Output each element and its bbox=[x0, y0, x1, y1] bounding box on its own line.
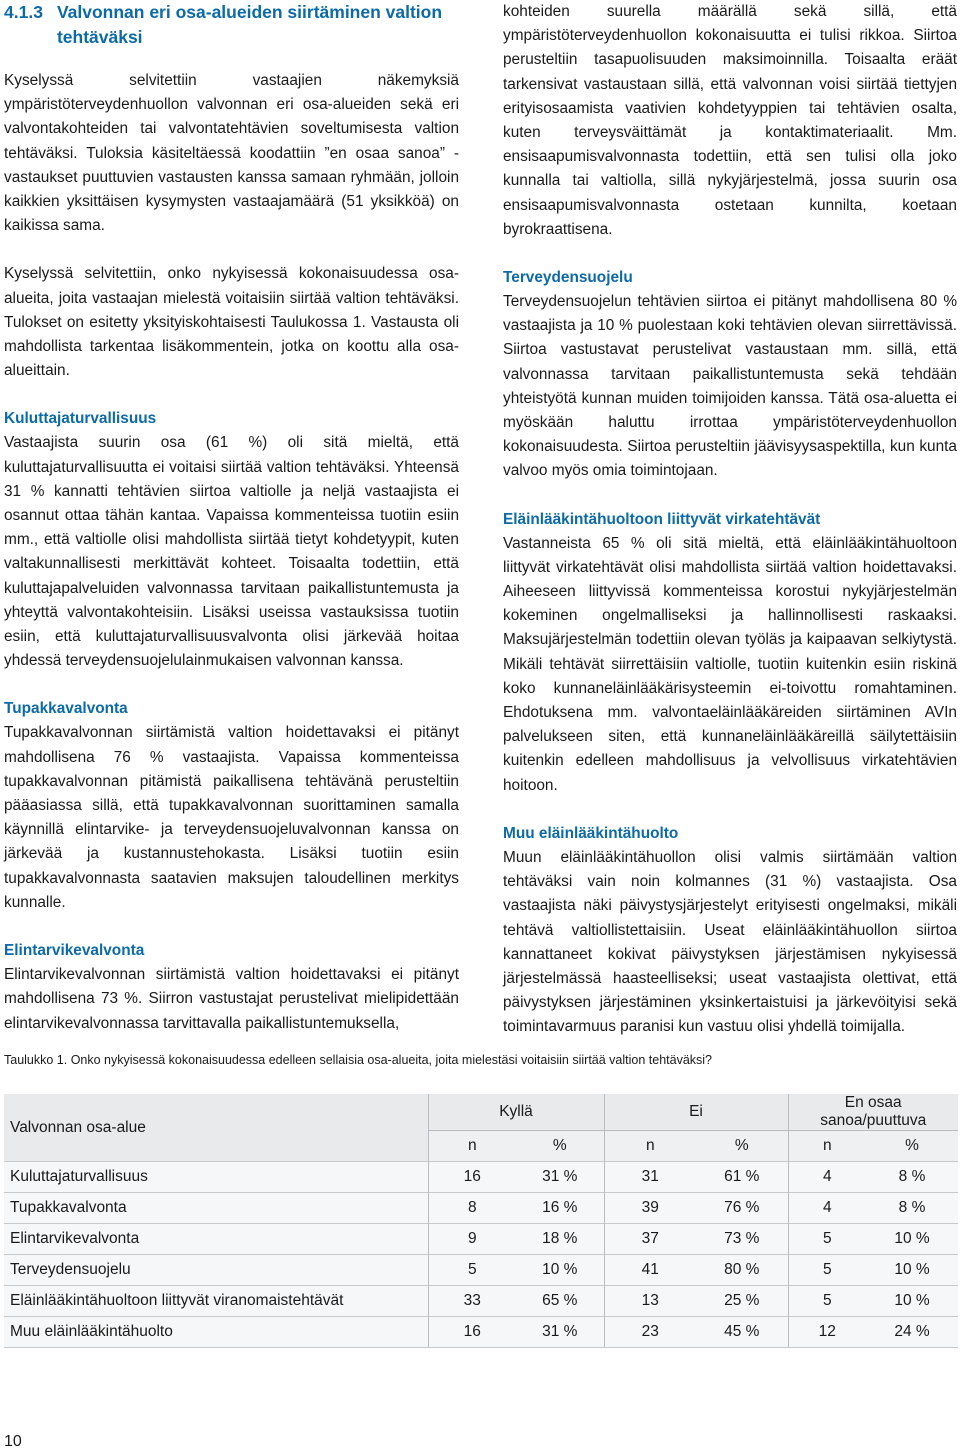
table-cell: 65 % bbox=[516, 1286, 604, 1317]
table-row bbox=[4, 1162, 958, 1193]
paragraph-elintarvikevalvonta: Elintarvikevalvonnan siirtämistä valtion hoidettavaksi ei pitänyt mahdollisena 73 %. Siirron vastustajat perustelivat mielipidettään elintarvikevalvonnassa tarvittavalla paikallistuntemuksella, bbox=[4, 966, 459, 1032]
row-label: Kuluttajaturvallisuus bbox=[4, 1162, 428, 1193]
table-row bbox=[4, 1224, 958, 1255]
table-cell: 13 bbox=[604, 1286, 696, 1317]
table-cell: 10 % bbox=[866, 1224, 958, 1255]
table-cell: 41 bbox=[604, 1255, 696, 1286]
row-header-cell: Valvonnan osa-alue bbox=[10, 1118, 146, 1136]
table-row bbox=[4, 1317, 958, 1348]
table-cell: 9 bbox=[428, 1224, 516, 1255]
table-cell: 24 % bbox=[866, 1317, 958, 1348]
row-label: Tupakkavalvonta bbox=[4, 1193, 428, 1224]
paragraph-tupakkavalvonta: Tupakkavalvonnan siirtämistä valtion hoidettavaksi ei pitänyt mahdollisena 76 % vastaajista. Vapaissa kommenteissa tupakkavalvonnan pitämistä paikallisena tehtävänä perusteltiin pääasiassa sillä, että tupakkavalvonnan suorittaminen samalla käynnillä elintarvike- ja terveydensuojeluvalvonnan kanssa on järkevää ja kustannustehokasta. Lisäksi tuotiin esiin tupakkavalvonnasta saatavien maksujen taloudellinen merkitys kunnalle. bbox=[4, 724, 459, 911]
table-cell: 8 % bbox=[866, 1162, 958, 1193]
heading-terveydensuojelu: Terveydensuojelu bbox=[503, 269, 633, 287]
table-cell: 5 bbox=[428, 1255, 516, 1286]
group-header-kylla: Kyllä bbox=[428, 1094, 604, 1131]
heading-tupakkavalvonta: Tupakkavalvonta bbox=[4, 700, 128, 718]
right-column bbox=[503, 0, 957, 1040]
paragraph-muu-elainlaakintahuolto: Muun eläinlääkintähuollon olisi valmis siirtämään valtion tehtäväksi vain noin kolmannes (31 %) vastaajista. Osa vastaajista näki päivystysjärjestelyt erityisesti ongelmaksi, mikäli tehtävä valtiollistettaisiin. Useat eläinlääkintähuollon siirtoa kannattaneet kokivat päivystyksen järjestämisen nykyisessä järjestelmässä haasteelliseksi; useat vastaajista olettivat, että päivystyksen järjestäminen yksinkertaistuisi ja järkevöityisi sekä toimintavarmuus paranisi kun vastuu olisi yhdellä toimijalla. bbox=[503, 848, 957, 1036]
table-cell: 16 bbox=[428, 1317, 516, 1348]
subheader-cell: % bbox=[552, 1137, 567, 1154]
table-cell: 31 % bbox=[516, 1162, 604, 1193]
subheader-cell: % bbox=[734, 1137, 749, 1154]
table-cell: 5 bbox=[788, 1224, 866, 1255]
group-header-ei: Ei bbox=[604, 1094, 788, 1131]
table-cell: 4 bbox=[788, 1162, 866, 1193]
table-cell: 80 % bbox=[696, 1255, 788, 1286]
page-number: 10 bbox=[4, 1433, 22, 1450]
group-header-en-osaa-sanoa: En osaa sanoa/puuttuva bbox=[788, 1094, 958, 1131]
paragraph-elainlaakintahuolto-virkatehtavat: Vastanneista 65 % oli sitä mieltä, että eläinlääkintähuoltoon liittyvät virkatehtävät olisi mahdollista siirtää valtion hoidettavaksi. Aiheeseen liittyvissä kommenteissa korostui nykyjärjestelmän kokeminen ongelmalliseksi ja hallinnollisesti raskaaksi. Maksujärjestelmän todettiin olevan työläs ja kaipaavan selkiytystä. Mikäli tehtävät siirrettäisiin valtiolle, tuotiin kuitenkin esiin riskinä koko kunnaneläinlääkärisysteemin ei-toivottu romahtaminen. Ehdotuksena mm. valvontaeläinlääkäreiden siirtäminen AVIn palvelukseen siten, että kunnaneläinlääkäreillä säilytettäisiin kuitenkin edelleen mahdollisuus ja velvollisuus virkatehtävien hoitoon. bbox=[503, 534, 957, 794]
table-cell: 4 bbox=[788, 1193, 866, 1224]
table-cell: 23 bbox=[604, 1317, 696, 1348]
table-cell: 12 bbox=[788, 1317, 866, 1348]
subheader-cell: n bbox=[604, 1131, 696, 1162]
table-caption: Taulukko 1. Onko nykyisessä kokonaisuudessa edelleen sellaisia osa-alueita, joita mielestäsi voitaisiin siirtää valtion tehtäväksi? bbox=[4, 1053, 713, 1067]
subheader-cell: n bbox=[428, 1131, 516, 1162]
subheader-cell: n bbox=[788, 1131, 866, 1162]
table-cell: 45 % bbox=[696, 1317, 788, 1348]
section-heading bbox=[4, 0, 459, 50]
heading-elintarvikevalvonta: Elintarvikevalvonta bbox=[4, 942, 145, 960]
table-row bbox=[4, 1193, 958, 1224]
results-table bbox=[4, 1094, 958, 1348]
heading-elainlaakintahuolto-virkatehtavat: Eläinlääkintähuoltoon liittyvät virkatehtävät bbox=[503, 510, 821, 528]
table-row bbox=[4, 1255, 958, 1286]
table-cell: 16 bbox=[428, 1162, 516, 1193]
row-label: Elintarvikevalvonta bbox=[4, 1224, 428, 1255]
row-label: Terveydensuojelu bbox=[4, 1255, 428, 1286]
table-cell: 33 bbox=[428, 1286, 516, 1317]
table-cell: 10 % bbox=[516, 1255, 604, 1286]
paragraph-terveydensuojelu: Terveydensuojelun tehtävien siirtoa ei pitänyt mahdollisena 80 % vastaajista ja 10 % puolestaan koki tehtävien olevan siirrettävissä. Siirtoa vastustavat perustelivat vastaustaan mm. sillä, että valvonnassa tarvitaan paikallistuntemusta sekä tehdään yhteistyötä kunnan muiden toimijoiden kanssa. Tätä osa-aluetta ei myöskään haluttu irrottaa ympäristöterveydenhuollon kokonaisuudesta. Siirtoa perusteltiin jäävisyysaspektilla, kun kunta valvoo myös omia toimintojaan. bbox=[503, 293, 957, 480]
table-row bbox=[4, 1286, 958, 1317]
heading-kuluttajaturvallisuus: Kuluttajaturvallisuus bbox=[4, 410, 157, 428]
table-cell: 25 % bbox=[696, 1286, 788, 1317]
method-paragraph: Kyselyssä selvitettiin, onko nykyisessä kokonaisuudessa osa-alueita, joita vastaajan mielestä voitaisiin siirtää valtion tehtäväksi. Tulokset on esitetty yksityiskohtaisesti Taulukossa 1. Vastausta oli mahdollista tarkentaa lisäkommentein, jotka on koottu alla osa-alueittain. bbox=[4, 265, 459, 380]
table-cell: 10 % bbox=[866, 1255, 958, 1286]
subheader-cell: % bbox=[905, 1137, 919, 1154]
table-cell: 5 bbox=[788, 1286, 866, 1317]
row-label: Eläinlääkintähuoltoon liittyvät viranomaistehtävät bbox=[4, 1286, 428, 1317]
table-cell: 76 % bbox=[696, 1193, 788, 1224]
table-cell: 8 bbox=[428, 1193, 516, 1224]
table-cell: 31 % bbox=[516, 1317, 604, 1348]
table-cell: 8 % bbox=[866, 1193, 958, 1224]
left-column bbox=[4, 0, 459, 1036]
table-cell: 16 % bbox=[516, 1193, 604, 1224]
table-cell: 61 % bbox=[696, 1162, 788, 1193]
table-cell: 10 % bbox=[866, 1286, 958, 1317]
section-number: 4.1.3 bbox=[4, 2, 43, 22]
paragraph-kuluttajaturvallisuus: Vastaajista suurin osa (61 %) oli sitä mieltä, että kuluttajaturvallisuutta ei voitaisi siirtää valtion tehtäväksi. Yhteensä 31 % kannatti tehtävien siirtoa valtiolle ja neljä vastaajista ei osannut ottaa tähän kantaa. Vapaissa kommenteissa tuotiin esiin mm., että valtiolle olisi mahdollista siirtää tietyt kohdetyypit, kuten valtakunnallisesti merkittävät kohteet. Toisaalta todettiin, että kuluttajapalveluiden valvonnassa tarvitaan paikallistuntemusta ja yhteyttä valvontakohteisiin. Lisäksi useissa vastauksissa tuotiin esiin, että kuluttajaturvallisuusvalvonta olisi järkevää hoitaa yhdessä terveydensuojelulainmukaisen valvonnan kanssa. bbox=[4, 434, 459, 670]
continued-paragraph: kohteiden suurella määrällä sekä sillä, että ympäristöterveydenhuollon kokonaisuutta ei tulisi rikkoa. Siirtoa perusteltiin tasapuolisuuden maksimoinnilla. Toisaalta eräät tarkensivat vastaustaan sillä, että valvonnan voisi siirtää tiettyjen erityisosaamista vaativien kohdetyyppien tai tehtävien osalta, kuten terveysväittämät ja kontaktimateriaalit. Mm. ensisaapumisvalvonnasta todettiin, että sen tulisi olla joko kunnalla tai valtiolla, sillä nykyjärjestelmä, jossa suurin osa ensisaapumisvalvonnasta ostetaan kunnilta, koetaan byrokraattisena. bbox=[503, 3, 957, 238]
table-cell: 5 bbox=[788, 1255, 866, 1286]
table-cell: 73 % bbox=[696, 1224, 788, 1255]
table-cell: 37 bbox=[604, 1224, 696, 1255]
table-cell: 18 % bbox=[516, 1224, 604, 1255]
section-title: Valvonnan eri osa-alueiden siirtäminen valtion tehtäväksi bbox=[56, 2, 443, 47]
intro-paragraph: Kyselyssä selvitettiin vastaajien näkemyksiä ympäristöterveydenhuollon valvonnan eri osa-alueiden sekä eri valvontakohteiden tai valvontatehtävien soveltumisesta valtion tehtäväksi. Tuloksia käsiteltäessä koodattiin ”en osaa sanoa” -vastaukset puuttuvien vastausten kanssa samaan ryhmään, jolloin kaikkien yksittäisen kysymysten vastaajamäärä (51 yksikköä) on kaikissa sama. bbox=[4, 72, 459, 235]
row-label: Muu eläinlääkintähuolto bbox=[4, 1317, 428, 1348]
table-cell: 39 bbox=[604, 1193, 696, 1224]
heading-muu-elainlaakintahuolto: Muu eläinlääkintähuolto bbox=[503, 824, 679, 842]
table-cell: 31 bbox=[604, 1162, 696, 1193]
